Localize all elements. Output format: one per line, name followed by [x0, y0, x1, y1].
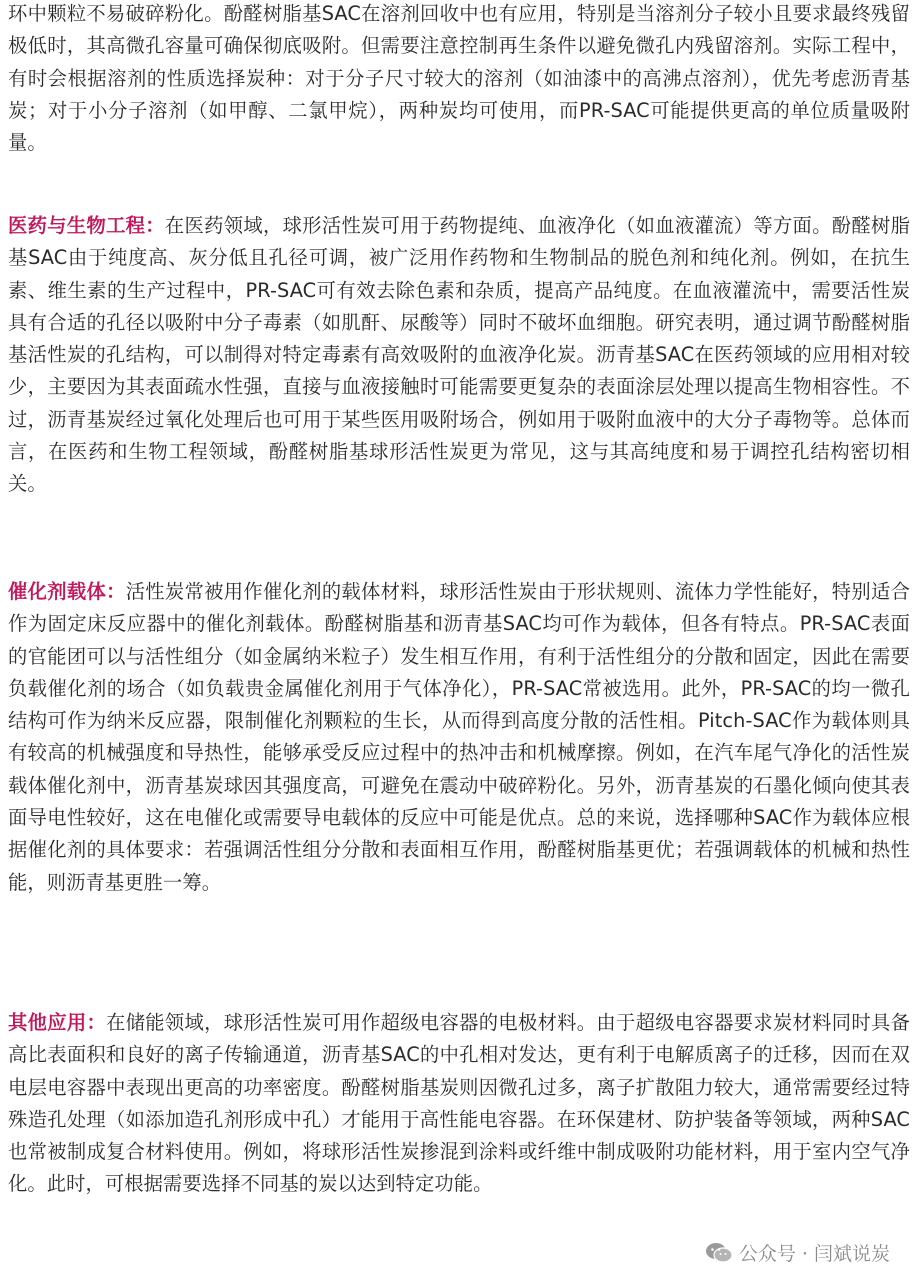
paragraph-text: 在储能领域，球形活性炭可用作超级电容器的电极材料。由于超级电容器要求炭材料同时具备高比表面积和良好的离子传输通道，沥青基SAC的中孔相对发达，更有利于电解质离子的迁移，因而在双电层电容器中表现出更高的功率密度。酚醛树脂基炭则因微孔过多，离子扩散阻力较大，通常需要经过特殊造孔处理（如添加造孔剂形成中孔）才能用于高性能电容器。在环保建材、防护装备等领域，两种SAC也常被制成复合材料使用。例如，将球形活性炭掺混到涂料或纤维中制成吸附功能材料，用于室内空气净化。此时，可根据需要选择不同基的炭以达到特定功能。 [8, 1011, 910, 1196]
paragraph-solvent-recovery-continued [8, 0, 910, 159]
paragraph-other-applications [8, 1007, 910, 1201]
paragraph-medicine-bioengineering [8, 210, 910, 501]
paragraph-text: 活性炭常被用作催化剂的载体材料，球形活性炭由于形状规则、流体力学性能好，特别适合作为固定床反应器中的催化剂载体。酚醛树脂基和沥青基SAC均可作为载体，但各有特点。PR-SAC表面的官能团可以与活性组分（如金属纳米粒子）发生相互作用，有利于活性组分的分散和固定，因此在需要负载催化剂的场合（如负载贵金属催化剂用于气体净化），PR-SAC常被选用。此外，PR-SAC的均一微孔结构可作为纳米反应器，限制催化剂颗粒的生长，从而得到高度分散的活性相。Pitch-SAC作为载体则具有较高的机械强度和导热性，能够承受反应过程中的热冲击和机械摩擦。例如，在汽车尾气净化的活性炭载体催化剂中，沥青基炭球因其强度高，可避免在震动中破碎粉化。另外，沥青基炭的石墨化倾向使其表面导电性较好，这在电催化或需要导电载体的反应中可能是优点。总的来说，选择哪种SAC作为载体应根据催化剂的具体要求：若强调活性组分分散和表面相互作用，酚醛树脂基更优；若强调载体的机械和热性能，则沥青基更胜一筹。 [8, 580, 910, 894]
wechat-watermark [701, 1237, 894, 1268]
paragraph-text: 环中颗粒不易破碎粉化。酚醛树脂基SAC在溶剂回收中也有应用，特别是当溶剂分子较小且要求最终残留极低时，其高微孔容量可确保彻底吸附。但需要注意控制再生条件以避免微孔内残留溶剂。实际工程中，有时会根据溶剂的性质选择炭种：对于分子尺寸较大的溶剂（如油漆中的高沸点溶剂），优先考虑沥青基炭；对于小分子溶剂（如甲醇、二氯甲烷），两种炭均可使用，而PR-SAC可能提供更高的单位质量吸附量。 [8, 2, 910, 155]
paragraph-catalyst-support [8, 576, 910, 899]
section-heading: 催化剂载体： [8, 580, 126, 603]
paragraph-text: 在医药领域，球形活性炭可用于药物提纯、血液净化（如血液灌流）等方面。酚醛树脂基SAC由于纯度高、灰分低且孔径可调，被广泛用作药物和生物制品的脱色剂和纯化剂。例如，在抗生素、维生素的生产过程中，PR-SAC可有效去除色素和杂质，提高产品纯度。在血液灌流中，需要活性炭具有合适的孔径以吸附中分子毒素（如肌酐、尿酸等）同时不破坏血细胞。研究表明，通过调节酚醛树脂基活性炭的孔结构，可以制得对特定毒素有高效吸附的血液净化炭。沥青基SAC在医药领域的应用相对较少，主要因为其表面疏水性强，直接与血液接触时可能需要更复杂的表面涂层处理以提高生物相容性。不过，沥青基炭经过氧化处理后也可用于某些医用吸附场合，例如用于吸附血液中的大分子毒物等。总体而言，在医药和生物工程领域，酚醛树脂基球形活性炭更为常见，这与其高纯度和易于调控孔结构密切相关。 [8, 214, 910, 496]
section-heading: 其他应用： [8, 1011, 107, 1034]
section-heading: 医药与生物工程： [8, 214, 165, 237]
watermark-text: 公众号 · 闫斌说炭 [738, 1243, 890, 1265]
wechat-icon [705, 1241, 733, 1265]
